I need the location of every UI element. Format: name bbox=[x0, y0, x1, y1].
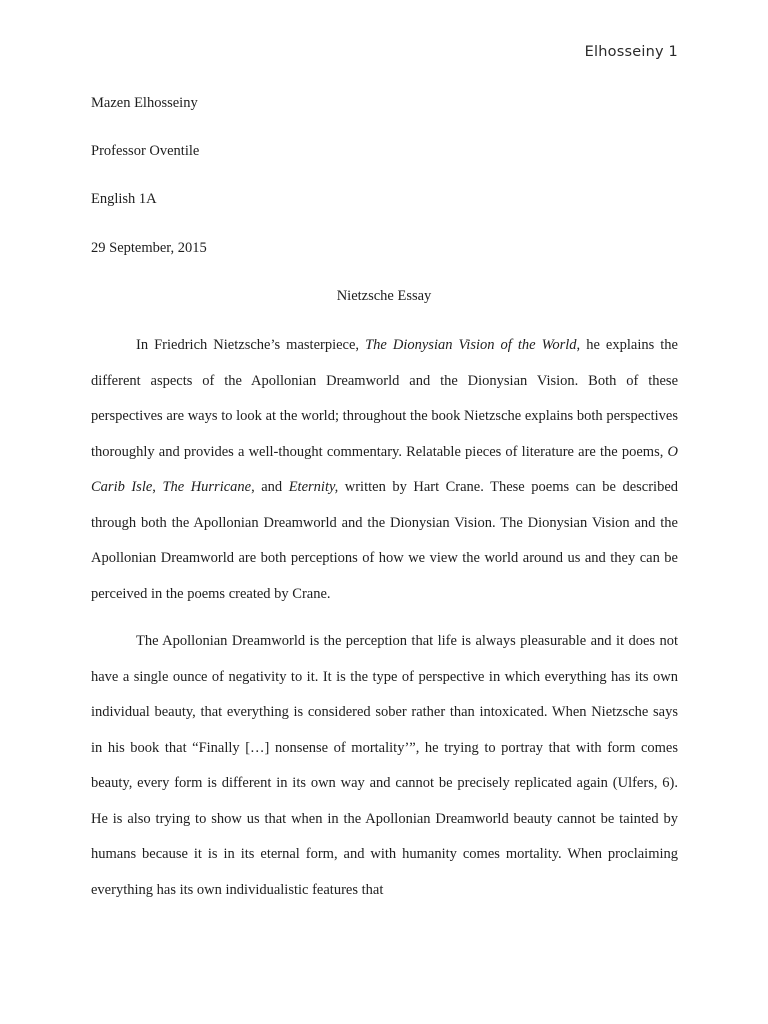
paragraph-1 bbox=[91, 328, 678, 612]
poem-title: O Carib Isle bbox=[91, 443, 678, 495]
professor-name: Professor Oventile bbox=[91, 143, 200, 159]
paragraph-1-text: written by Hart Crane. These poems can be described through both the Apollonian Dreamworld and the Dionysian Vision. The Dionysian Vision and the Apollonian Dreamworld are both perceptions of how we view the world around us and they can be perceived in the poems created by Crane. bbox=[91, 479, 679, 602]
essay-title: Nietzsche Essay bbox=[336, 288, 432, 304]
book-title: The Dionysian Vision of the World bbox=[365, 337, 577, 353]
paragraph-1-text: , bbox=[152, 479, 163, 495]
poem-title: The Hurricane bbox=[162, 479, 252, 495]
student-name: Mazen Elhosseiny bbox=[91, 95, 198, 111]
paragraph-1-text: , and bbox=[251, 479, 289, 495]
course-name: English 1A bbox=[91, 191, 157, 207]
paragraph-2: The Apollonian Dreamworld is the perception that life is always pleasurable and it does not have a single ounce of negativity to it. It is the type of perspective in which everything has its own individual beauty, that everything is considered sober rather than intoxicated. When Nietzsche says in his book that “Finally […] nonsense of mortality’”, he trying to portray that with form comes beauty, every form is different in its own way and cannot be precisely replicated again (Ulfers, 6). He is also trying to show us that when in the Apollonian Dreamworld beauty cannot be tainted by humans because it is in its eternal form, and with humanity comes mortality. When proclaiming everything has its own individualistic features that bbox=[91, 633, 678, 898]
running-head: Elhosseiny 1 bbox=[584, 44, 678, 60]
paragraph-1-text: In Friedrich Nietzsche’s masterpiece, bbox=[136, 337, 366, 353]
poem-title: Eternity, bbox=[288, 479, 339, 495]
essay-body bbox=[91, 328, 678, 908]
essay-date: 29 September, 2015 bbox=[91, 240, 207, 256]
paragraph-1-text: , he explains the different aspects of the Apollonian Dreamworld and the Dionysian Vision. Both of these perspectives are ways to look at the world; throughout the book Nietzsche explains both perspectives thoroughly and provides a well-thought commentary. Relatable pieces of literature are the poems, bbox=[91, 337, 678, 460]
